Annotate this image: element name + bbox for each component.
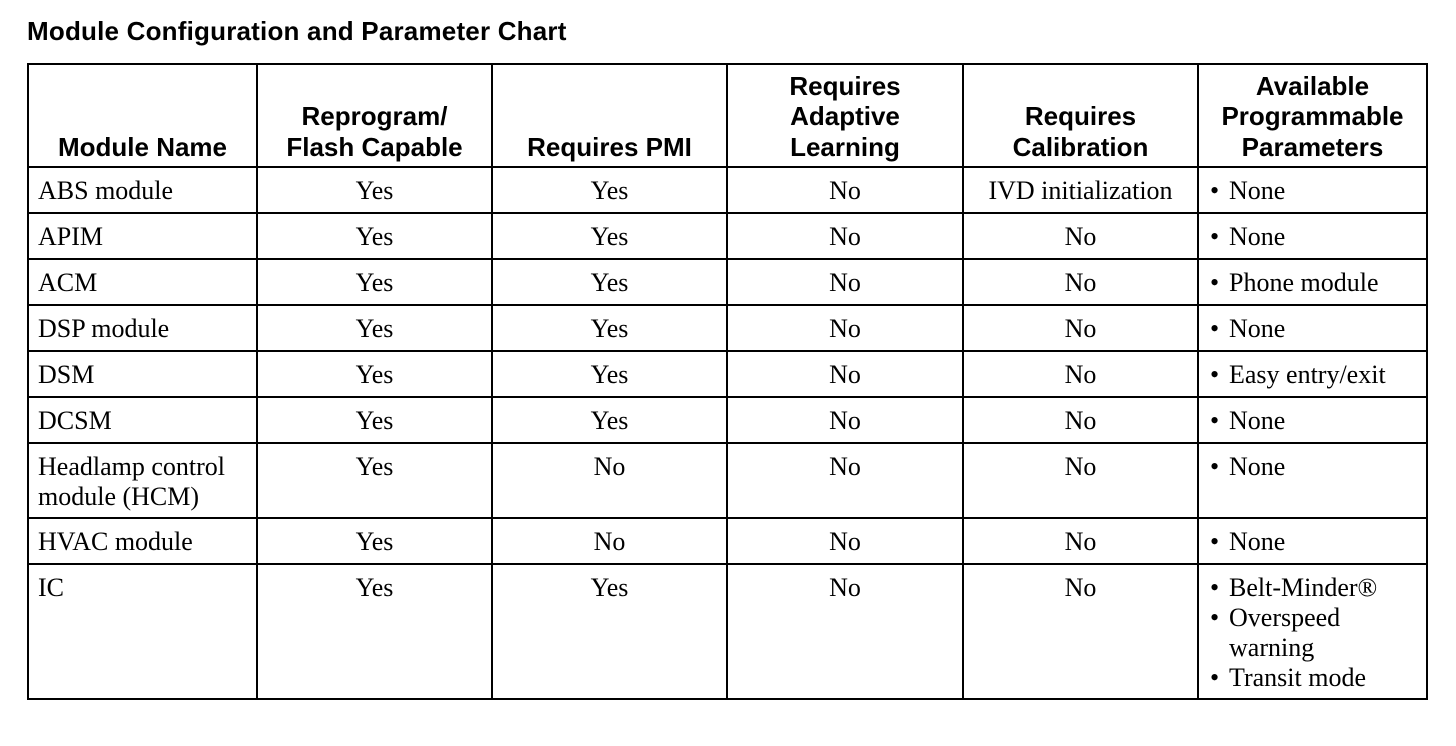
header-module-name: Module Name (28, 64, 257, 167)
calibration-cell: No (963, 518, 1198, 564)
parameters-list (1207, 527, 1418, 557)
requires-pmi-cell: Yes (492, 305, 727, 351)
module-name-cell: HVAC module (28, 518, 257, 564)
table-row (28, 564, 1427, 699)
parameters-list (1207, 452, 1418, 482)
table-row (28, 167, 1427, 213)
parameters-cell (1198, 564, 1427, 699)
adaptive-learning-cell: No (727, 305, 963, 351)
parameter-item: • Phone module (1207, 268, 1418, 298)
table-row (28, 518, 1427, 564)
reprogram-cell: Yes (257, 259, 492, 305)
adaptive-learning-cell: No (727, 351, 963, 397)
table-row (28, 259, 1427, 305)
table-row (28, 351, 1427, 397)
module-name-cell: DCSM (28, 397, 257, 443)
requires-pmi-cell: Yes (492, 167, 727, 213)
parameters-list (1207, 314, 1418, 344)
reprogram-cell: Yes (257, 518, 492, 564)
parameters-cell (1198, 397, 1427, 443)
adaptive-learning-cell: No (727, 518, 963, 564)
parameters-cell (1198, 213, 1427, 259)
requires-pmi-cell: Yes (492, 564, 727, 699)
calibration-cell: No (963, 213, 1198, 259)
parameters-cell (1198, 305, 1427, 351)
document-title: Module Configuration and Parameter Chart (27, 16, 567, 46)
requires-pmi-cell: Yes (492, 351, 727, 397)
reprogram-cell: Yes (257, 397, 492, 443)
parameters-list (1207, 573, 1418, 693)
parameters-list (1207, 176, 1418, 206)
module-name-cell: DSP module (28, 305, 257, 351)
header-reprogram-flash-capable: Reprogram/ Flash Capable (257, 64, 492, 167)
calibration-cell: No (963, 351, 1198, 397)
parameters-cell (1198, 351, 1427, 397)
calibration-cell: No (963, 564, 1198, 699)
header-available-programmable-parameters: Available Programmable Parameters (1198, 64, 1427, 167)
parameters-list (1207, 360, 1418, 390)
requires-pmi-cell: No (492, 518, 727, 564)
parameter-item: • Easy entry/exit (1207, 360, 1418, 390)
parameters-list (1207, 222, 1418, 252)
calibration-cell: No (963, 397, 1198, 443)
parameter-item: • None (1207, 176, 1418, 206)
module-name-cell: DSM (28, 351, 257, 397)
table-row (28, 397, 1427, 443)
adaptive-learning-cell: No (727, 259, 963, 305)
header-requires-calibration: Requires Calibration (963, 64, 1198, 167)
table-row (28, 305, 1427, 351)
module-name-cell: ACM (28, 259, 257, 305)
parameter-item: • None (1207, 406, 1418, 436)
parameters-cell (1198, 259, 1427, 305)
module-name-cell: IC (28, 564, 257, 699)
parameter-item: • None (1207, 452, 1418, 482)
module-name-cell: ABS module (28, 167, 257, 213)
parameter-item: • Overspeed warning (1207, 603, 1418, 663)
reprogram-cell: Yes (257, 564, 492, 699)
calibration-cell: IVD initialization (963, 167, 1198, 213)
parameter-item: • Transit mode (1207, 663, 1418, 693)
parameters-list (1207, 268, 1418, 298)
calibration-cell: No (963, 305, 1198, 351)
reprogram-cell: Yes (257, 305, 492, 351)
adaptive-learning-cell: No (727, 167, 963, 213)
adaptive-learning-cell: No (727, 213, 963, 259)
module-configuration-table (27, 63, 1428, 700)
parameters-cell (1198, 167, 1427, 213)
parameters-cell (1198, 443, 1427, 518)
calibration-cell: No (963, 259, 1198, 305)
table-body (28, 167, 1427, 699)
parameter-item: • None (1207, 314, 1418, 344)
module-name-cell: APIM (28, 213, 257, 259)
reprogram-cell: Yes (257, 213, 492, 259)
header-requires-pmi: Requires PMI (492, 64, 727, 167)
parameter-item: • None (1207, 222, 1418, 252)
parameter-item: • None (1207, 527, 1418, 557)
reprogram-cell: Yes (257, 443, 492, 518)
requires-pmi-cell: Yes (492, 397, 727, 443)
table-header-row (28, 64, 1427, 167)
requires-pmi-cell: No (492, 443, 727, 518)
adaptive-learning-cell: No (727, 443, 963, 518)
adaptive-learning-cell: No (727, 397, 963, 443)
parameters-cell (1198, 518, 1427, 564)
requires-pmi-cell: Yes (492, 213, 727, 259)
module-name-cell: Headlamp control module (HCM) (28, 443, 257, 518)
adaptive-learning-cell: No (727, 564, 963, 699)
table-row (28, 443, 1427, 518)
reprogram-cell: Yes (257, 351, 492, 397)
requires-pmi-cell: Yes (492, 259, 727, 305)
reprogram-cell: Yes (257, 167, 492, 213)
parameter-item: • Belt-Minder® (1207, 573, 1418, 603)
parameters-list (1207, 406, 1418, 436)
table-row (28, 213, 1427, 259)
calibration-cell: No (963, 443, 1198, 518)
header-requires-adaptive-learning: Requires Adaptive Learning (727, 64, 963, 167)
